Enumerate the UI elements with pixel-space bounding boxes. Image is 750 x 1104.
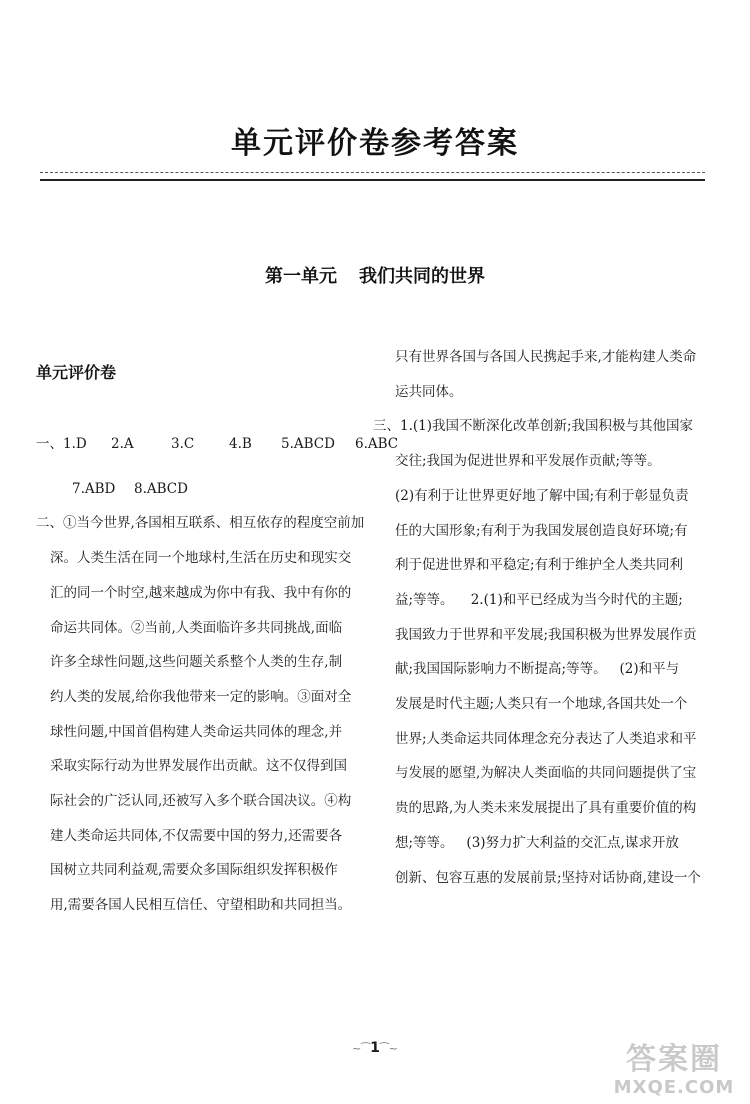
header-divider-thick bbox=[40, 179, 705, 181]
section-heading: 单元评价卷 bbox=[36, 363, 117, 382]
answer-item: 4.B bbox=[229, 436, 252, 452]
text-line: 我国致力于世界和平发展;我国积极为世界发展作贡 bbox=[395, 626, 697, 643]
text-line: 用,需要各国人民相互信任、守望相助和共同担当。 bbox=[50, 897, 352, 914]
text-line: 建人类命运共同体,不仅需要中国的努力,还需要各 bbox=[50, 827, 343, 844]
text-line: (2)有利于让世界更好地了解中国;有利于彰显负责 bbox=[395, 487, 689, 504]
text-line: 约人类的发展,给你我他带来一定的影响。③面对全 bbox=[50, 688, 352, 705]
answers-row-2 bbox=[36, 472, 361, 507]
page-number-value: 1 bbox=[370, 1040, 380, 1056]
watermark-url: MXQE.COM bbox=[613, 1077, 735, 1098]
answer-item: 3.C bbox=[171, 436, 195, 452]
text-line: 想;等等。 (3)努力扩大利益的交汇点,谋求开放 bbox=[395, 834, 679, 851]
right-column bbox=[373, 340, 713, 895]
unit-number: 第一单元 bbox=[265, 266, 337, 287]
text-line: 命运共同体。②当前,人类面临许多共同挑战,面临 bbox=[50, 619, 343, 636]
text-line: 深。人类生活在同一个地球村,生活在历史和现实交 bbox=[50, 550, 352, 567]
answer-item: 1.D bbox=[63, 436, 87, 452]
answer-item: 8.ABCD bbox=[134, 480, 188, 497]
ornament-right-icon: ⁀~ bbox=[379, 1042, 398, 1055]
watermark-logo-text: 答案圈 bbox=[626, 1042, 722, 1077]
part1-label: 一、 bbox=[36, 436, 63, 452]
text-line: 与发展的愿望,为解决人类面临的共同问题提供了宝 bbox=[395, 765, 697, 782]
answer-item: 5.ABCD bbox=[281, 436, 335, 452]
answer-item: 2.A bbox=[111, 436, 134, 452]
text-line: 三、1.(1)我国不断深化改革创新;我国积极与其他国家 bbox=[373, 418, 694, 435]
text-line: 只有世界各国与各国人民携起手来,才能构建人类命 bbox=[395, 349, 697, 365]
answer-item: 7.ABD bbox=[72, 480, 116, 497]
ornament-left-icon: ~⁀ bbox=[352, 1042, 371, 1055]
unit-name: 我们共同的世界 bbox=[359, 266, 485, 287]
text-line: 汇的同一个时空,越来越成为你中有我、我中有你的 bbox=[50, 584, 352, 601]
text-line: 创新、包容互惠的发展前景;坚持对话协商,建设一个 bbox=[395, 869, 701, 886]
answer-item: 6.ABC bbox=[355, 436, 399, 452]
text-line: 运共同体。 bbox=[395, 383, 463, 400]
text-line: 二、①当今世界,各国相互联系、相互依存的程度空前加 bbox=[36, 515, 365, 532]
watermark bbox=[604, 1043, 744, 1098]
text-line: 球性问题,中国首倡构建人类命运共同体的理念,并 bbox=[50, 723, 343, 740]
text-line: 益;等等。 2.(1)和平已经成为当今时代的主题; bbox=[395, 591, 683, 608]
text-line: 交往;我国为促进世界和平发展作贡献;等等。 bbox=[395, 453, 661, 470]
unit-title bbox=[0, 262, 750, 288]
answers-row-1 bbox=[36, 427, 399, 462]
header-divider-thin bbox=[40, 172, 705, 173]
text-line: 献;我国国际影响力不断提高;等等。 (2)和平与 bbox=[395, 661, 680, 678]
text-line: 际社会的广泛认同,还被写入多个联合国决议。④构 bbox=[50, 793, 352, 810]
text-line: 任的大国形象;有利于为我国发展创造良好环境;有 bbox=[395, 522, 688, 539]
text-line: 利于促进世界和平稳定;有利于维护全人类共同利 bbox=[395, 557, 684, 574]
text-line: 贵的思路,为人类未来发展提出了具有重要价值的构 bbox=[395, 800, 697, 817]
text-line: 许多全球性问题,这些问题关系整个人类的生存,制 bbox=[50, 654, 343, 671]
page-title: 单元评价卷参考答案 bbox=[231, 126, 519, 161]
text-line: 国树立共同利益观,需要众多国际组织发挥积极作 bbox=[50, 862, 338, 879]
text-line: 采取实际行动为世界发展作出贡献。这不仅得到国 bbox=[50, 758, 347, 775]
left-column bbox=[36, 427, 399, 923]
part2-answer bbox=[36, 506, 365, 922]
text-line: 发展是时代主题;人类只有一个地球,各国共处一个 bbox=[395, 696, 688, 713]
text-line: 世界;人类命运共同体理念充分表达了人类追求和平 bbox=[395, 730, 697, 747]
